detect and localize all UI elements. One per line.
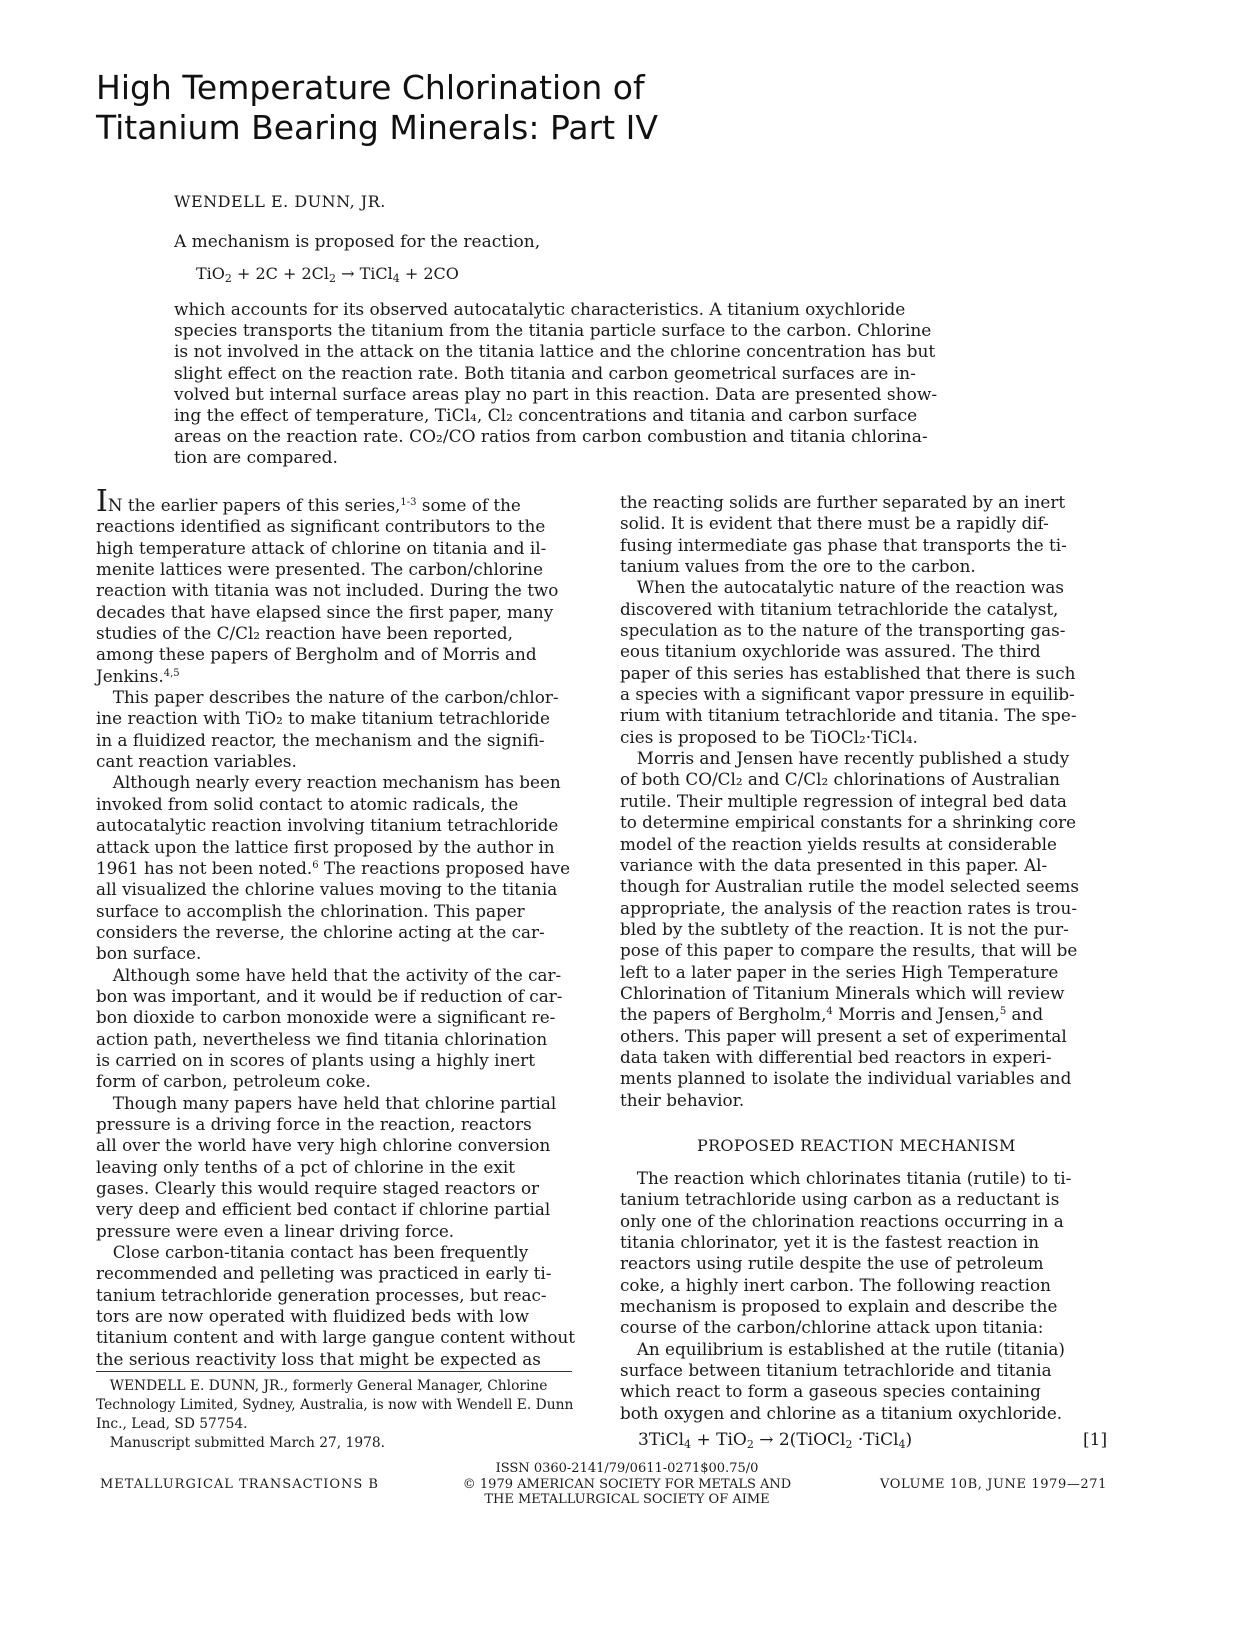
text-line: among these papers of Bergholm and of Morris and (96, 644, 537, 665)
text-line: others. This paper will present a set of experimental (620, 1025, 1067, 1046)
text-line: menite lattices were presented. The carbon/chlorine (96, 559, 544, 580)
journal-name: METALLURGICAL TRANSACTIONS B (100, 1477, 379, 1492)
article-title (96, 68, 1146, 148)
text-line: bon surface. (96, 943, 202, 964)
abstract-line: is not involved in the attack on the titania lattice and the chlorine concentration has but (174, 342, 936, 363)
abstract-line: which accounts for its observed autocatalytic characteristics. A titanium oxychloride (174, 300, 906, 320)
text-line: to determine empirical constants for a shrinking core (620, 812, 1077, 833)
text-line: all visualized the chlorine values moving to the titania (96, 879, 558, 900)
volume-page: VOLUME 10B, JUNE 1979—271 (880, 1477, 1108, 1492)
text-line: This paper describes the nature of the carbon/chlor- (96, 687, 559, 708)
author-name: WENDELL E. DUNN, JR. (174, 192, 386, 211)
text-line: the serious reactivity loss that might be expected as (96, 1348, 541, 1369)
title-line-2: Titanium Bearing Minerals: Part IV (96, 108, 658, 147)
text-line: invoked from solid contact to atomic radicals, the (96, 793, 519, 814)
text-line: only one of the chlorination reactions occurring in a (620, 1210, 1064, 1231)
left-lines-b (96, 687, 596, 858)
text-line: reactors using rutile despite the use of petroleum (620, 1253, 1044, 1274)
text-line: tanium tetrachloride generation processes, but reac- (96, 1284, 547, 1305)
text-line: Morris and Jensen have recently published a study (620, 748, 1070, 769)
title-line-1: High Temperature Chlorination of (96, 68, 645, 107)
text-line: variance with the data presented in this paper. Al- (620, 854, 1048, 875)
right-lines-c (620, 1168, 1120, 1424)
text-line: action path, nevertheless we find titania chlorination (96, 1028, 548, 1049)
text-line: Chlorination of Titanium Minerals which will review (620, 982, 1065, 1003)
text-line: Although nearly every reaction mechanism has been (96, 772, 561, 793)
text-line: fusing intermediate gas phase that transports the ti- (620, 534, 1067, 555)
abstract-equation: $TiO_2 + 2C + 2Cl_2$ → TiCl$_4$ + 2CO (196, 264, 459, 285)
text-line: Though many papers have held that chlorine partial (96, 1092, 557, 1113)
left-column (96, 484, 596, 1370)
first-line: IN the earlier papers of this series,$^{1-3}$ some of the (96, 484, 521, 519)
equation-number: [1] (1083, 1430, 1108, 1450)
text-line: though for Australian rutile the model selected seems (620, 876, 1079, 897)
jenkins-line: Jenkins.$^{4,5}$ (96, 665, 180, 686)
text-line: paper of this series has established that there is such (620, 662, 1076, 683)
copyright-block (412, 1461, 842, 1508)
text-line: tanium values from the ore to the carbon. (620, 556, 976, 577)
citation-ref: 5 (999, 1006, 1007, 1018)
text-line: solid. It is evident that there must be a rapidly dif- (620, 513, 1049, 534)
abstract-line: areas on the reaction rate. CO₂/CO ratios from carbon combustion and titania chlorina- (174, 427, 928, 448)
footnote-line: Technology Limited, Sydney, Australia, is now with Wendell E. Dunn (96, 1397, 574, 1413)
text-line: reaction with titania was not included. During the two (96, 580, 559, 601)
text-line: both oxygen and chlorine as a titanium oxychloride. (620, 1402, 1063, 1423)
text-line: bled by the subtlety of the reaction. It is not the pur- (620, 918, 1069, 939)
text-line: pressure were even a linear driving force. (96, 1220, 455, 1241)
text-line: data taken with differential bed reactors in experi- (620, 1046, 1052, 1067)
text-line: The reaction which chlorinates titania (rutile) to ti- (620, 1168, 1072, 1188)
right-column (620, 492, 1120, 1111)
text-line: recommended and pelleting was practiced in early ti- (96, 1263, 552, 1284)
footnote-line: Manuscript submitted March 27, 1978. (96, 1435, 386, 1451)
text-line: speculation as to the nature of the transporting gas- (620, 620, 1066, 641)
footnote-divider (96, 1371, 572, 1372)
text-line: studies of the C/Cl₂ reaction have been reported, (96, 623, 513, 644)
text-line: rutile. Their multiple regression of integral bed data (620, 790, 1067, 811)
abstract-line: ing the effect of temperature, TiCl₄, Cl₂ concentrations and titania and carbon surface (174, 406, 918, 427)
abstract-body (174, 300, 1004, 470)
abstract-line: species transports the titanium from the titania particle surface to the carbon. Chlorine (174, 321, 932, 342)
text-line: is carried on in scores of plants using a highly inert (96, 1049, 535, 1070)
citation-ref: 6 (312, 859, 319, 871)
left-lines-a (96, 516, 596, 665)
text-line: the reacting solids are further separated by an inert (620, 492, 1066, 512)
text-line: their behavior. (620, 1089, 745, 1110)
text-line: gases. Clearly this would require staged reactors or (96, 1178, 540, 1198)
abstract-line: volved but internal surface areas play no part in this reaction. Data are presented show- (174, 384, 938, 405)
review-line: the papers of Bergholm,$^4$ Morris and Jensen,$^5$ and (620, 1004, 1044, 1025)
right-column-section (620, 1168, 1120, 1424)
text-line: tanium tetrachloride using carbon as a reductant is (620, 1189, 1060, 1210)
text-line: tors are now operated with fluidized beds with low (96, 1306, 530, 1327)
text-line: Although some have held that the activity of the car- (96, 964, 562, 985)
text-line: model of the reaction yields results at considerable (620, 833, 1057, 854)
text-line: discovered with titanium tetrachloride the catalyst, (620, 598, 1059, 619)
text-line: leaving only tenths of a pct of chlorine in the exit (96, 1156, 515, 1177)
text-line: titanium content and with large gangue content without (96, 1327, 576, 1348)
noted-line: 1961 has not been noted.$^6$ The reactions proposed have (96, 857, 571, 878)
text-line: considers the reverse, the chlorine acting at the car- (96, 921, 545, 942)
text-line: bon dioxide to carbon monoxide were a significant re- (96, 1007, 556, 1028)
text-line: coke, a highly inert carbon. The following reaction (620, 1274, 1051, 1295)
drop-cap: I (96, 484, 108, 519)
text-line: a species with a significant vapor pressure in equilib- (620, 684, 1075, 705)
text-line: decades that have elapsed since the first paper, many (96, 601, 554, 622)
text-line: all over the world have very high chlorine conversion (96, 1135, 551, 1156)
citation-ref: 4,5 (163, 667, 180, 679)
section-heading: PROPOSED REACTION MECHANISM (697, 1136, 1016, 1155)
text-line: autocatalytic reaction involving titanium tetrachloride (96, 815, 559, 836)
abstract-line: slight effect on the reaction rate. Both titania and carbon geometrical surfaces are in- (174, 363, 916, 384)
text-line: eous titanium oxychloride was assured. The third (620, 641, 1041, 662)
text-line: high temperature attack of chlorine on titania and il- (96, 537, 547, 558)
text-line: pose of this paper to compare the results, that will be (620, 940, 1078, 961)
text-line: reactions identified as significant contributors to the (96, 516, 546, 537)
text-line: pressure is a driving force in the reaction, reactors (96, 1113, 532, 1134)
text-line: When the autocatalytic nature of the reaction was (620, 577, 1065, 598)
text-line: mechanism is proposed to explain and describe the (620, 1296, 1058, 1317)
text-line: very deep and efficient bed contact if chlorine partial (96, 1199, 551, 1220)
left-lines-c (96, 879, 596, 1370)
copyright-line: ISSN 0360-2141/79/0611-0271$00.75/0 (495, 1461, 759, 1476)
footnote-line: WENDELL E. DUNN, JR., formerly General Manager, Chlorine (96, 1378, 548, 1394)
text-line: ine reaction with TiO₂ to make titanium tetrachloride (96, 708, 550, 729)
text-line: left to a later paper in the series High Temperature (620, 961, 1059, 982)
right-lines-a (620, 492, 1120, 1004)
text-line: surface between titanium tetrachloride and titania (620, 1360, 1052, 1381)
text-line: appropriate, the analysis of the reaction rates is trou- (620, 897, 1077, 918)
citation-ref: 4 (826, 1006, 833, 1018)
footnote-line: Inc., Lead, SD 57754. (96, 1416, 248, 1432)
text-line: titania chlorinator, yet it is the fastest reaction in (620, 1232, 1040, 1253)
text-line: in a fluidized reactor, the mechanism and the signifi- (96, 729, 545, 750)
text-line: rium with titanium tetrachloride and titania. The spe- (620, 705, 1077, 726)
text-line: bon was important, and it would be if reduction of car- (96, 985, 563, 1006)
equation-1: 3TiCl$_4$ + TiO$_2$ → 2(TiOCl$_2$ ·TiCl$_4$) (638, 1430, 913, 1451)
copyright-line: THE METALLURGICAL SOCIETY OF AIME (484, 1492, 770, 1507)
text-line: of both CO/Cl₂ and C/Cl₂ chlorinations of Australian (620, 769, 1060, 790)
text-line: Close carbon-titania contact has been frequently (96, 1242, 529, 1263)
text-line: cies is proposed to be TiOCl₂·TiCl₄. (620, 726, 918, 747)
author-footnote (96, 1377, 572, 1453)
citation-ref: 1-3 (400, 497, 417, 508)
text-line: course of the carbon/chlorine attack upon titania: (620, 1317, 1044, 1338)
text-line: form of carbon, petroleum coke. (96, 1071, 371, 1092)
text-line: attack upon the lattice first proposed by the author in (96, 836, 555, 857)
abstract-line: tion are compared. (174, 448, 338, 469)
text-line: cant reaction variables. (96, 751, 297, 772)
text-line: which react to form a gaseous species containing (620, 1381, 1041, 1402)
text-line: An equilibrium is established at the rutile (titania) (620, 1338, 1065, 1359)
copyright-line: © 1979 AMERICAN SOCIETY FOR METALS AND (462, 1476, 792, 1492)
abstract-intro: A mechanism is proposed for the reaction, (174, 232, 541, 252)
text-line: ments planned to isolate the individual variables and (620, 1068, 1072, 1089)
right-lines-b (620, 1026, 1120, 1111)
text-line: surface to accomplish the chlorination. This paper (96, 900, 525, 921)
